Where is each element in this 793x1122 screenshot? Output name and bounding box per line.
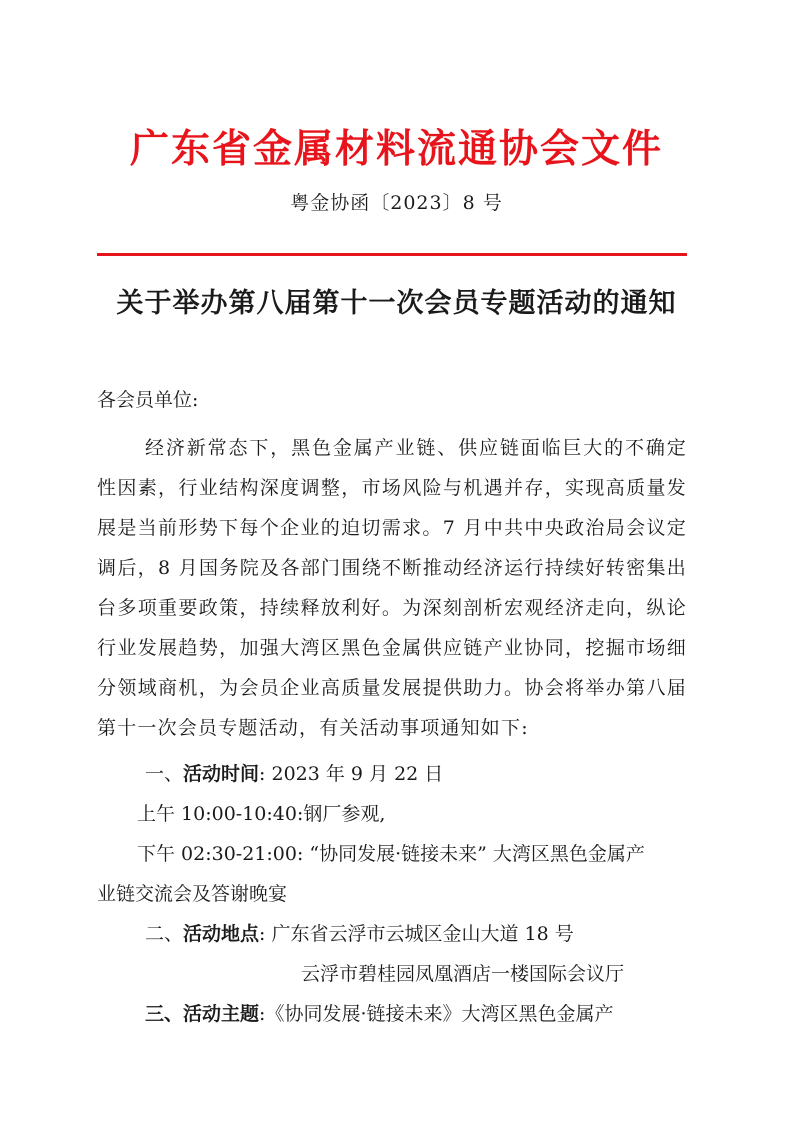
label-separator: :	[259, 1003, 266, 1025]
label-separator: :	[259, 763, 266, 785]
activity-time-line	[97, 754, 687, 794]
activity-time-label: 活动时间	[183, 763, 260, 785]
activity-place-line	[97, 914, 687, 954]
activity-time-value: 2023 年 9 月 22 日	[271, 763, 444, 785]
section-number: 一、	[145, 763, 184, 785]
activity-place-label: 活动地点	[183, 923, 260, 945]
document-body	[97, 380, 687, 1034]
afternoon-schedule-line2: 业链交流会及答谢晚宴	[97, 883, 288, 905]
document-number: 粤金协函〔2023〕8 号	[290, 192, 503, 214]
activity-theme-value: 《协同发展·链接未来》大湾区黑色金属产	[265, 1003, 614, 1025]
red-divider-line	[97, 253, 687, 256]
activity-theme-label: 活动主题	[183, 1003, 260, 1025]
salutation: 各会员单位:	[97, 389, 199, 411]
activity-theme-line	[97, 994, 687, 1034]
label-separator: :	[259, 923, 266, 945]
section-number: 二、	[145, 923, 184, 945]
activity-place-value: 广东省云浮市云城区金山大道 18 号	[271, 923, 574, 945]
issuer-title: 广东省金属材料流通协会文件	[129, 126, 663, 172]
morning-schedule: 上午 10:00-10:40:钢厂参观,	[137, 803, 386, 825]
intro-paragraph: 经济新常态下，黑色金属产业链、供应链面临巨大的不确定性因素，行业结构深度调整，市场风险与机遇并存，实现高质量发展是当前形势下每个企业的迫切需求。7 月中共中央政治局会议定调后，8 月国务院及各部门围绕不断推动经济运行持续好转密集出台多项重要政策，持续释放利好。为深刻剖析宏观经济走向，纵论行业发展趋势，加强大湾区黑色金属供应链产业协同，挖掘市场细分领域商机，为会员企业高质量发展提供助力。协会将举办第八届第十一次会员专题活动，有关活动事项通知如下:	[97, 437, 687, 739]
activity-place-venue: 云浮市碧桂园凤凰酒店一楼国际会议厅	[301, 963, 625, 985]
section-number: 三、	[145, 1003, 184, 1025]
notice-title: 关于举办第八届第十一次会员专题活动的通知	[116, 288, 677, 319]
afternoon-schedule-line1: 下午 02:30-21:00: “协同发展·链接未来” 大湾区黑色金属产	[137, 843, 645, 865]
